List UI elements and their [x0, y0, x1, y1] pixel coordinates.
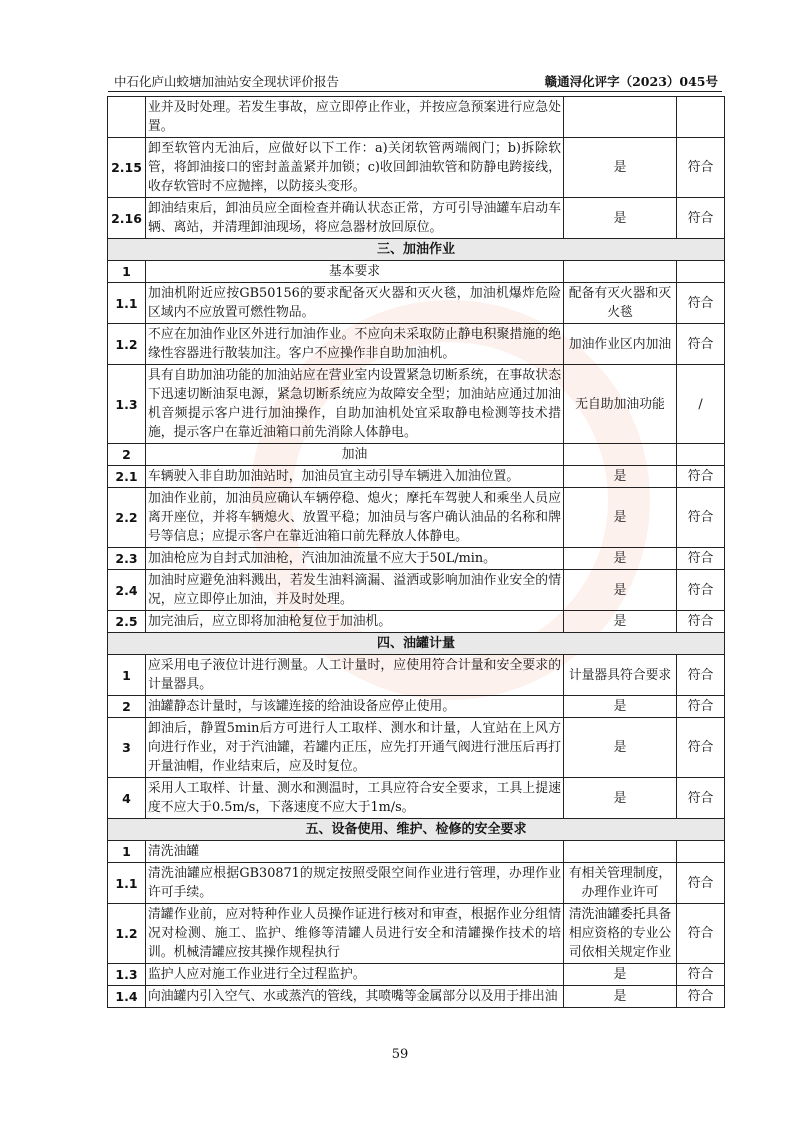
- item-content: 加油: [146, 444, 564, 466]
- verdict: [677, 841, 725, 863]
- verdict: 符合: [677, 466, 725, 488]
- verdict: 符合: [677, 138, 725, 198]
- item-content: 清罐作业前，应对特种作业人员操作证进行核对和审查，根据作业分组情况对检测、施工、监护、维修等清罐人员进行安全和清罐操作技术的培训。机械清罐应按其操作规程执行: [146, 904, 564, 964]
- table-row: [108, 138, 725, 198]
- item-number: 1.4: [108, 986, 146, 1008]
- verdict: 符合: [677, 198, 725, 239]
- item-number: 1: [108, 841, 146, 863]
- item-number: 2.15: [108, 138, 146, 198]
- item-number: 2: [108, 444, 146, 466]
- item-content: 加完油后，应立即将加油枪复位于加油机。: [146, 611, 564, 633]
- table-row: [108, 488, 725, 548]
- check-result: 是: [564, 778, 677, 819]
- item-number: 2: [108, 696, 146, 718]
- report-title: 中石化庐山蛟塘加油站安全现状评价报告: [114, 74, 340, 89]
- table-row: [108, 198, 725, 239]
- section-title: 五、设备使用、维护、检修的安全要求: [108, 819, 725, 841]
- table-row: [108, 986, 725, 1008]
- item-content: 加油作业前，加油员应确认车辆停稳、熄火；摩托车驾驶人和乘坐人员应离开座位，并将车辆熄火、放置平稳；加油员与客户确认油品的名称和牌号等信息；应提示客户在靠近油箱口前先释放人体静电。: [146, 488, 564, 548]
- check-result: 配备有灭火器和灭火毯: [564, 283, 677, 324]
- check-result: 是: [564, 696, 677, 718]
- item-number: 2.16: [108, 198, 146, 239]
- verdict: 符合: [677, 611, 725, 633]
- verdict: 符合: [677, 488, 725, 548]
- item-content: 加油时应避免油料溅出，若发生油料滴漏、溢洒或影响加油作业安全的情况，应立即停止加油，并及时处理。: [146, 570, 564, 611]
- check-result: 是: [564, 548, 677, 570]
- item-content: 加油机附近应按GB50156的要求配备灭火器和灭火毯，加油机爆炸危险区域内不应放置可燃性物品。: [146, 283, 564, 324]
- verdict: 符合: [677, 778, 725, 819]
- check-result: 是: [564, 611, 677, 633]
- verdict: 符合: [677, 696, 725, 718]
- item-content: 向油罐内引入空气、水或蒸汽的管线，其喷嘴等金属部分以及用于排出油: [146, 986, 564, 1008]
- verdict: 符合: [677, 863, 725, 904]
- item-content: 卸油结束后，卸油员应全面检查并确认状态正常，方可引导油罐车启动车辆、离站，并清理卸油现场，将应急器材放回原位。: [146, 198, 564, 239]
- verdict: 符合: [677, 570, 725, 611]
- item-number: 1.3: [108, 964, 146, 986]
- table-row: [108, 696, 725, 718]
- item-content: 车辆驶入非自助加油站时，加油员宜主动引导车辆进入加油位置。: [146, 466, 564, 488]
- verdict: 符合: [677, 718, 725, 778]
- check-result: 是: [564, 986, 677, 1008]
- item-number: 2.5: [108, 611, 146, 633]
- subsection-row: [108, 261, 725, 283]
- subsection-row: [108, 444, 725, 466]
- check-result: 是: [564, 718, 677, 778]
- check-result: 无自助加油功能: [564, 365, 677, 444]
- verdict: 符合: [677, 964, 725, 986]
- item-content: 具有自助加油功能的加油站应在营业室内设置紧急切断系统，在事故状态下迅速切断油泵电源，紧急切断系统应为故障安全型；加油站应通过加油机音频提示客户进行加油操作，自助加油机处宜采取静电检测等技术措施，提示客户在靠近油箱口前先消除人体静电。: [146, 365, 564, 444]
- document-number: 赣通浔化评字（2023）045号: [544, 74, 718, 89]
- check-result: [564, 444, 677, 466]
- table-row: [108, 863, 725, 904]
- inspection-table-body: [108, 97, 725, 1008]
- item-number: 2.4: [108, 570, 146, 611]
- table-row: [108, 548, 725, 570]
- table-row: [108, 611, 725, 633]
- item-number: 3: [108, 718, 146, 778]
- table-row: [108, 964, 725, 986]
- table-row: [108, 655, 725, 696]
- item-number: 4: [108, 778, 146, 819]
- table-row: [108, 570, 725, 611]
- table-row: [108, 283, 725, 324]
- verdict: 符合: [677, 904, 725, 964]
- item-number: 1.2: [108, 904, 146, 964]
- verdict: 符合: [677, 655, 725, 696]
- item-number: 1: [108, 261, 146, 283]
- item-content: 油罐静态计量时，与该罐连接的给油设备应停止使用。: [146, 696, 564, 718]
- table-row: [108, 97, 725, 138]
- table-row: [108, 718, 725, 778]
- verdict: 符合: [677, 986, 725, 1008]
- check-result: 计量器具符合要求: [564, 655, 677, 696]
- item-number: [108, 97, 146, 138]
- item-number: 1.1: [108, 863, 146, 904]
- page-number: 59: [391, 1047, 409, 1062]
- item-content: 加油枪应为自封式加油枪，汽油加油流量不应大于50L/min。: [146, 548, 564, 570]
- section-header-row: [108, 239, 725, 261]
- item-number: 1.3: [108, 365, 146, 444]
- section-title: 三、加油作业: [108, 239, 725, 261]
- check-result: 是: [564, 466, 677, 488]
- item-number: 1: [108, 655, 146, 696]
- item-content: 卸油后，静置5min后方可进行人工取样、测水和计量，人宜站在上风方向进行作业，对于汽油罐，若罐内正压，应先打开通气阀进行泄压后再打开量油帽，作业结束后，应及时复位。: [146, 718, 564, 778]
- table-row: [108, 466, 725, 488]
- item-number: 2.2: [108, 488, 146, 548]
- verdict: 符合: [677, 283, 725, 324]
- table-row: [108, 324, 725, 365]
- check-result: 有相关管理制度，办理作业许可: [564, 863, 677, 904]
- check-result: 是: [564, 198, 677, 239]
- item-content: 基本要求: [146, 261, 564, 283]
- check-result: 是: [564, 138, 677, 198]
- table-row: [108, 365, 725, 444]
- section-header-row: [108, 819, 725, 841]
- check-result: 是: [564, 488, 677, 548]
- section-header-row: [108, 633, 725, 655]
- header-divider: [108, 91, 722, 92]
- item-content: 不应在加油作业区外进行加油作业。不应向未采取防止静电积聚措施的绝缘性容器进行散装加注。客户不应操作非自助加油机。: [146, 324, 564, 365]
- item-content: 监护人应对施工作业进行全过程监护。: [146, 964, 564, 986]
- check-result: 清洗油罐委托具备相应资格的专业公司依相关规定作业: [564, 904, 677, 964]
- item-number: 2.3: [108, 548, 146, 570]
- item-content: 采用人工取样、计量、测水和测温时，工具应符合安全要求，工具上提速度不应大于0.5m/s，下落速度不应大于1m/s。: [146, 778, 564, 819]
- verdict: [677, 261, 725, 283]
- inspection-table: [107, 96, 725, 1008]
- verdict: [677, 97, 725, 138]
- check-result: [564, 261, 677, 283]
- subsection-row: [108, 841, 725, 863]
- item-content: 卸至软管内无油后，应做好以下工作：a)关闭软管两端阀门；b)拆除软管，将卸油接口的密封盖盖紧并加锁；c)收回卸油软管和防静电跨接线，收存软管时不应抛摔，以防接头变形。: [146, 138, 564, 198]
- item-number: 1.2: [108, 324, 146, 365]
- check-result: 加油作业区内加油: [564, 324, 677, 365]
- verdict: [677, 444, 725, 466]
- check-result: 是: [564, 570, 677, 611]
- item-number: 1.1: [108, 283, 146, 324]
- check-result: [564, 97, 677, 138]
- check-result: [564, 841, 677, 863]
- check-result: 是: [564, 964, 677, 986]
- item-content: 清洗油罐: [146, 841, 564, 863]
- section-title: 四、油罐计量: [108, 633, 725, 655]
- verdict: /: [677, 365, 725, 444]
- verdict: 符合: [677, 548, 725, 570]
- item-number: 2.1: [108, 466, 146, 488]
- item-content: 应采用电子液位计进行测量。人工计量时，应使用符合计量和安全要求的计量器具。: [146, 655, 564, 696]
- verdict: 符合: [677, 324, 725, 365]
- item-content: 业并及时处理。若发生事故，应立即停止作业，并按应急预案进行应急处置。: [146, 97, 564, 138]
- table-row: [108, 904, 725, 964]
- table-row: [108, 778, 725, 819]
- item-content: 清洗油罐应根据GB30871的规定按照受限空间作业进行管理，办理作业许可手续。: [146, 863, 564, 904]
